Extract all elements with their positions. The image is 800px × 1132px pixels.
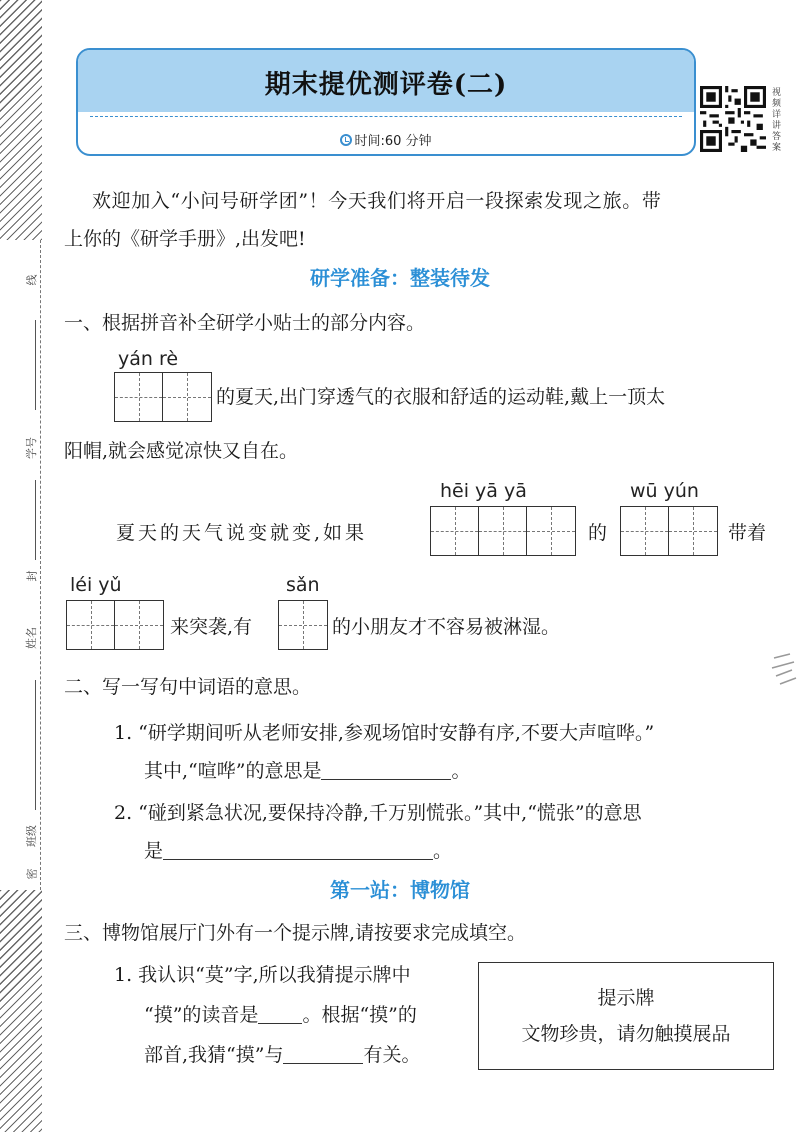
grid-cell[interactable]	[527, 507, 575, 555]
margin-field-gap	[35, 480, 36, 560]
margin-field-xuehao	[35, 320, 36, 410]
q2-item2-line1: 2. “碰到紧急状况,要保持冷静,千万别慌张。”其中,“慌张”的意思	[114, 802, 642, 824]
q2-item2-end: 。	[433, 840, 453, 862]
intro-line-2: 上你的《研学手册》,出发吧!	[64, 228, 306, 250]
answer-grid-san[interactable]	[278, 600, 328, 650]
qr-block[interactable]	[700, 82, 792, 154]
section-title-prep: 研学准备：整装待发	[310, 266, 490, 290]
margin-label-xingming: 姓名	[25, 627, 38, 649]
grid-cell[interactable]	[67, 601, 115, 649]
grid-cell[interactable]	[621, 507, 669, 555]
grid-cell[interactable]	[279, 601, 327, 649]
qr-code-icon[interactable]	[700, 86, 766, 152]
grid-cell[interactable]	[163, 373, 211, 421]
exam-time	[78, 130, 694, 149]
intro-line-1: 欢迎加入“小问号研学团”！今天我们将开启一段探索发现之旅。带	[92, 190, 662, 212]
grid-cell[interactable]	[115, 373, 163, 421]
answer-grid-wuyun[interactable]	[620, 506, 718, 556]
answer-blank-bushou[interactable]	[283, 1063, 363, 1064]
q2-item1-line1: 1. “研学期间听从老师安排,参观场馆时安静有序,不要大声喧哗。”	[114, 722, 655, 744]
binding-dashed-line	[40, 240, 41, 890]
grid-cell[interactable]	[115, 601, 163, 649]
q2-title: 二、写一写句中词语的意思。	[64, 676, 312, 698]
edge-scribble-icon	[770, 650, 798, 690]
answer-blank-huangzhang[interactable]	[163, 859, 433, 860]
clock-icon	[340, 134, 352, 146]
pinyin-leiyu: léi yǔ	[70, 574, 122, 596]
q3-line3-rest: 有关。	[363, 1044, 421, 1066]
q1-text-b3: 带着	[728, 522, 767, 544]
q3-line-2	[144, 1000, 417, 1030]
pinyin-heiyaya: hēi yā yā	[440, 480, 527, 502]
answer-blank-xuanhua[interactable]	[321, 779, 451, 780]
answer-grid-yanre[interactable]	[114, 372, 212, 422]
answer-grid-heiyaya[interactable]	[430, 506, 576, 556]
exam-title: 期末提优测评卷(二)	[264, 70, 508, 100]
q1-text-c2: 的小朋友才不容易被淋湿。	[332, 616, 561, 638]
margin-label-mi: 密	[25, 868, 39, 880]
header-divider	[90, 116, 682, 117]
q1-text-a2: 阳帽,就会感觉凉快又自在。	[64, 440, 299, 462]
grid-cell[interactable]	[431, 507, 479, 555]
q1-text-b2: 的	[588, 522, 608, 544]
answer-blank-duyin[interactable]	[258, 1023, 302, 1024]
exam-header	[76, 48, 696, 156]
margin-label-xuehao: 学号	[25, 437, 38, 459]
binding-hatch-top	[0, 0, 42, 240]
grid-cell[interactable]	[479, 507, 527, 555]
q1-text-b1: 夏天的天气说变就变,如果	[116, 522, 368, 544]
pinyin-san: sǎn	[286, 574, 320, 596]
q3-line3-prompt: 部首,我猜“摸”与	[144, 1044, 284, 1066]
answer-grid-leiyu[interactable]	[66, 600, 164, 650]
margin-field-xingming	[35, 680, 36, 810]
notice-board	[478, 962, 774, 1070]
q3-title: 三、博物馆展厅门外有一个提示牌,请按要求完成填空。	[64, 922, 527, 944]
margin-label-feng: 封	[25, 570, 39, 582]
q2-item1-line2	[144, 756, 470, 786]
q1-title: 一、根据拼音补全研学小贴士的部分内容。	[64, 312, 426, 334]
q2-item1-end: 。	[451, 760, 471, 782]
q3-line-3	[144, 1040, 420, 1070]
qr-caption: 视频详讲答案	[772, 88, 782, 153]
q2-item2-line2	[144, 836, 452, 866]
q3-line-1: 1. 我认识“莫”字,所以我猜提示牌中	[114, 964, 411, 986]
q3-line2-prompt: “摸”的读音是	[144, 1004, 259, 1026]
binding-hatch-bottom	[0, 890, 42, 1132]
q1-text-a1: 的夏天,出门穿透气的衣服和舒适的运动鞋,戴上一顶太	[216, 386, 666, 408]
q1-text-c1: 来突袭,有	[170, 616, 253, 638]
pinyin-yanre: yán rè	[118, 348, 179, 370]
exam-time-text: 时间:60 分钟	[354, 134, 432, 149]
section-title-station1: 第一站：博物馆	[330, 878, 470, 902]
pinyin-wuyun: wū yún	[630, 480, 699, 502]
margin-label-xian: 线	[25, 274, 39, 286]
notice-text: 文物珍贵，请勿触摸展品	[521, 1023, 731, 1045]
q2-item1-prompt: 其中,“喧哗”的意思是	[144, 760, 322, 782]
q3-line2-rest: 。根据“摸”的	[302, 1004, 417, 1026]
margin-label-banji: 班级	[25, 825, 38, 847]
grid-cell[interactable]	[669, 507, 717, 555]
notice-title: 提示牌	[597, 987, 655, 1009]
q2-item2-prompt: 是	[144, 840, 164, 862]
